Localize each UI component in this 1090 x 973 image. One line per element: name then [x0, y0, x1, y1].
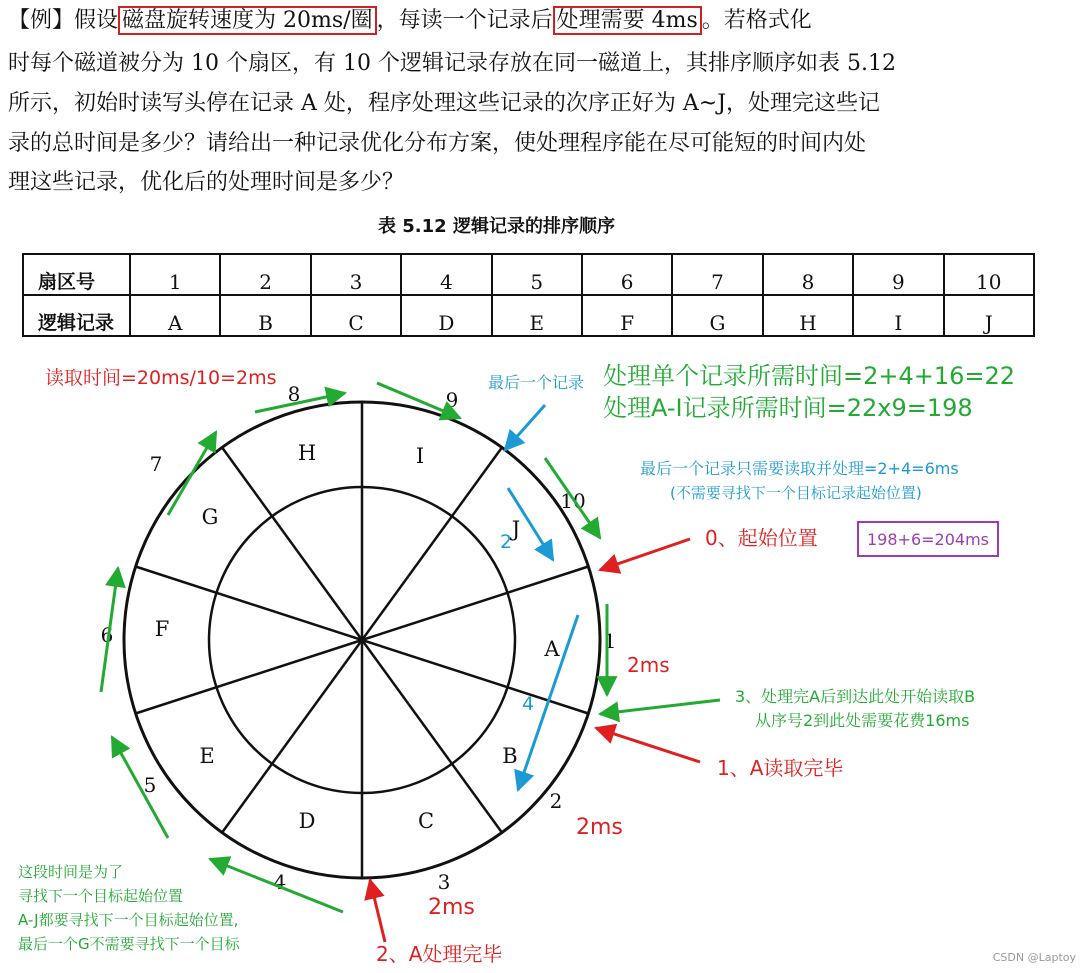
note-line-2: 寻找下一个目标起始位置 — [18, 887, 184, 905]
blue-label-2: 2 — [500, 531, 513, 553]
sector-number-7: 7 — [149, 452, 163, 476]
sector-cell: 8 — [763, 254, 853, 295]
sector-number-2: 2 — [549, 789, 563, 813]
table-caption: 表 5.12 逻辑记录的排序顺序 — [378, 216, 615, 237]
sector-letter-d: D — [298, 809, 316, 833]
sector-cell: 3 — [311, 254, 401, 295]
arrow-start — [600, 539, 690, 570]
sector-letter-c: C — [417, 809, 435, 833]
watermark: CSDN @Laptoy — [992, 951, 1076, 964]
record-cell: B — [220, 295, 310, 336]
record-cell: C — [311, 295, 401, 336]
step3-line-2: 从序号2到此处需要花费16ms — [755, 711, 970, 730]
sector-cell: 9 — [853, 254, 943, 295]
sector-divider — [362, 567, 588, 641]
sector-letter-i: I — [415, 444, 425, 468]
problem-line-2: 时每个磁道被分为 10 个扇区，有 10 个逻辑记录存放在同一磁道上，其排序顺序如表 5.12 — [8, 51, 896, 76]
time-label-sector-3: 2ms — [428, 895, 475, 920]
arrow-step2 — [370, 880, 385, 942]
last-record-only-line-1: 最后一个记录只需要读取并处理=2+4=6ms — [640, 459, 959, 478]
blue-arrows — [505, 405, 578, 790]
sector-cell: 1 — [130, 254, 220, 295]
sector-number-9: 9 — [445, 388, 459, 412]
sector-cell: 2 — [220, 254, 310, 295]
sector-divider — [136, 640, 362, 714]
time-label-sector-2: 2ms — [576, 815, 623, 840]
sector-letter-g: G — [201, 505, 219, 529]
note-line-1: 这段时间是为了 — [18, 863, 124, 881]
total-time-label: 198+6=204ms — [867, 530, 989, 549]
sector-letter-a: A — [544, 637, 560, 661]
time-label-sector-1: 2ms — [627, 653, 670, 677]
record-cell: H — [763, 295, 853, 336]
rotation-arrow — [112, 737, 168, 838]
sector-number-3: 3 — [437, 870, 451, 894]
sector-divider — [136, 567, 362, 641]
problem-line-5: 理这些记录，优化后的处理时间是多少？ — [8, 170, 405, 195]
problem-mid: ，每读一个记录后 — [376, 8, 553, 33]
record-cell: D — [401, 295, 491, 336]
sector-cell: 10 — [944, 254, 1034, 295]
note-line-3: A-J都要寻找下一个目标起始位置, — [18, 911, 239, 929]
blue-label-4: 4 — [522, 693, 535, 715]
sector-number-1: 1 — [603, 629, 617, 653]
problem-line-4: 录的总时间是多少？请给出一种记录优化分布方案，使处理程序能在尽可能短的时间内处 — [8, 131, 867, 156]
last-record-only-line-2: (不需要寻找下一个目标记录起始位置) — [670, 484, 922, 502]
sector-number-10: 10 — [560, 489, 586, 513]
sector-letter-f: F — [154, 617, 170, 641]
last-record-label: 最后一个记录 — [488, 373, 585, 392]
step2-label: 2、A处理完毕 — [376, 942, 503, 966]
problem-line-3: 所示，初始时读写头停在记录 A 处，程序处理这些记录的次序正好为 A~J，处理完这些记 — [8, 91, 881, 116]
rotation-arrow — [210, 859, 343, 912]
arrow-step1 — [596, 728, 700, 762]
sector-letter-e: E — [199, 744, 215, 768]
single-record-time: 处理单个记录所需时间=2+4+16=22 — [603, 362, 1016, 390]
sector-header: 扇区号 — [23, 254, 130, 295]
record-cell: I — [853, 295, 943, 336]
arrow-last-record — [505, 405, 545, 450]
sector-number-4: 4 — [273, 870, 287, 894]
record-cell: G — [672, 295, 762, 336]
start-position-label: 0、起始位置 — [705, 526, 818, 550]
record-cell: J — [944, 295, 1034, 336]
read-time-label: 读取时间=20ms/10=2ms — [45, 367, 277, 389]
sector-dividers — [136, 402, 589, 878]
rotation-arrows — [101, 383, 720, 912]
highlight-processing-time: 处理需要 4ms — [553, 6, 702, 35]
step1-label: 1、A读取完毕 — [717, 756, 844, 780]
sector-cell: 6 — [582, 254, 672, 295]
sector-number-8: 8 — [287, 382, 301, 406]
record-cell: F — [582, 295, 672, 336]
sector-cell: 7 — [672, 254, 762, 295]
note-line-4: 最后一个G不需要寻找下一个目标 — [18, 935, 240, 953]
step3-line-1: 3、处理完A后到达此处开始读取B — [735, 687, 976, 706]
sector-letter-j: J — [511, 517, 521, 541]
sector-number-6: 6 — [100, 623, 114, 647]
a-to-i-time: 处理A-I记录所需时间=22x9=198 — [603, 394, 973, 422]
highlight-rotation-speed: 磁盘旋转速度为 20ms/圈 — [118, 6, 377, 35]
sector-cell: 5 — [492, 254, 582, 295]
sector-letter-b: B — [502, 744, 518, 768]
rotation-arrow — [168, 432, 216, 515]
arrow-step3 — [600, 700, 720, 714]
sector-number-5: 5 — [143, 773, 157, 797]
record-header: 逻辑记录 — [23, 295, 130, 336]
sector-cell: 4 — [401, 254, 491, 295]
record-cell: A — [130, 295, 220, 336]
sector-letter-h: H — [297, 441, 317, 465]
record-cell: E — [492, 295, 582, 336]
problem-suffix: 。若格式化 — [701, 8, 812, 33]
problem-prefix: 【例】假设 — [8, 8, 119, 33]
